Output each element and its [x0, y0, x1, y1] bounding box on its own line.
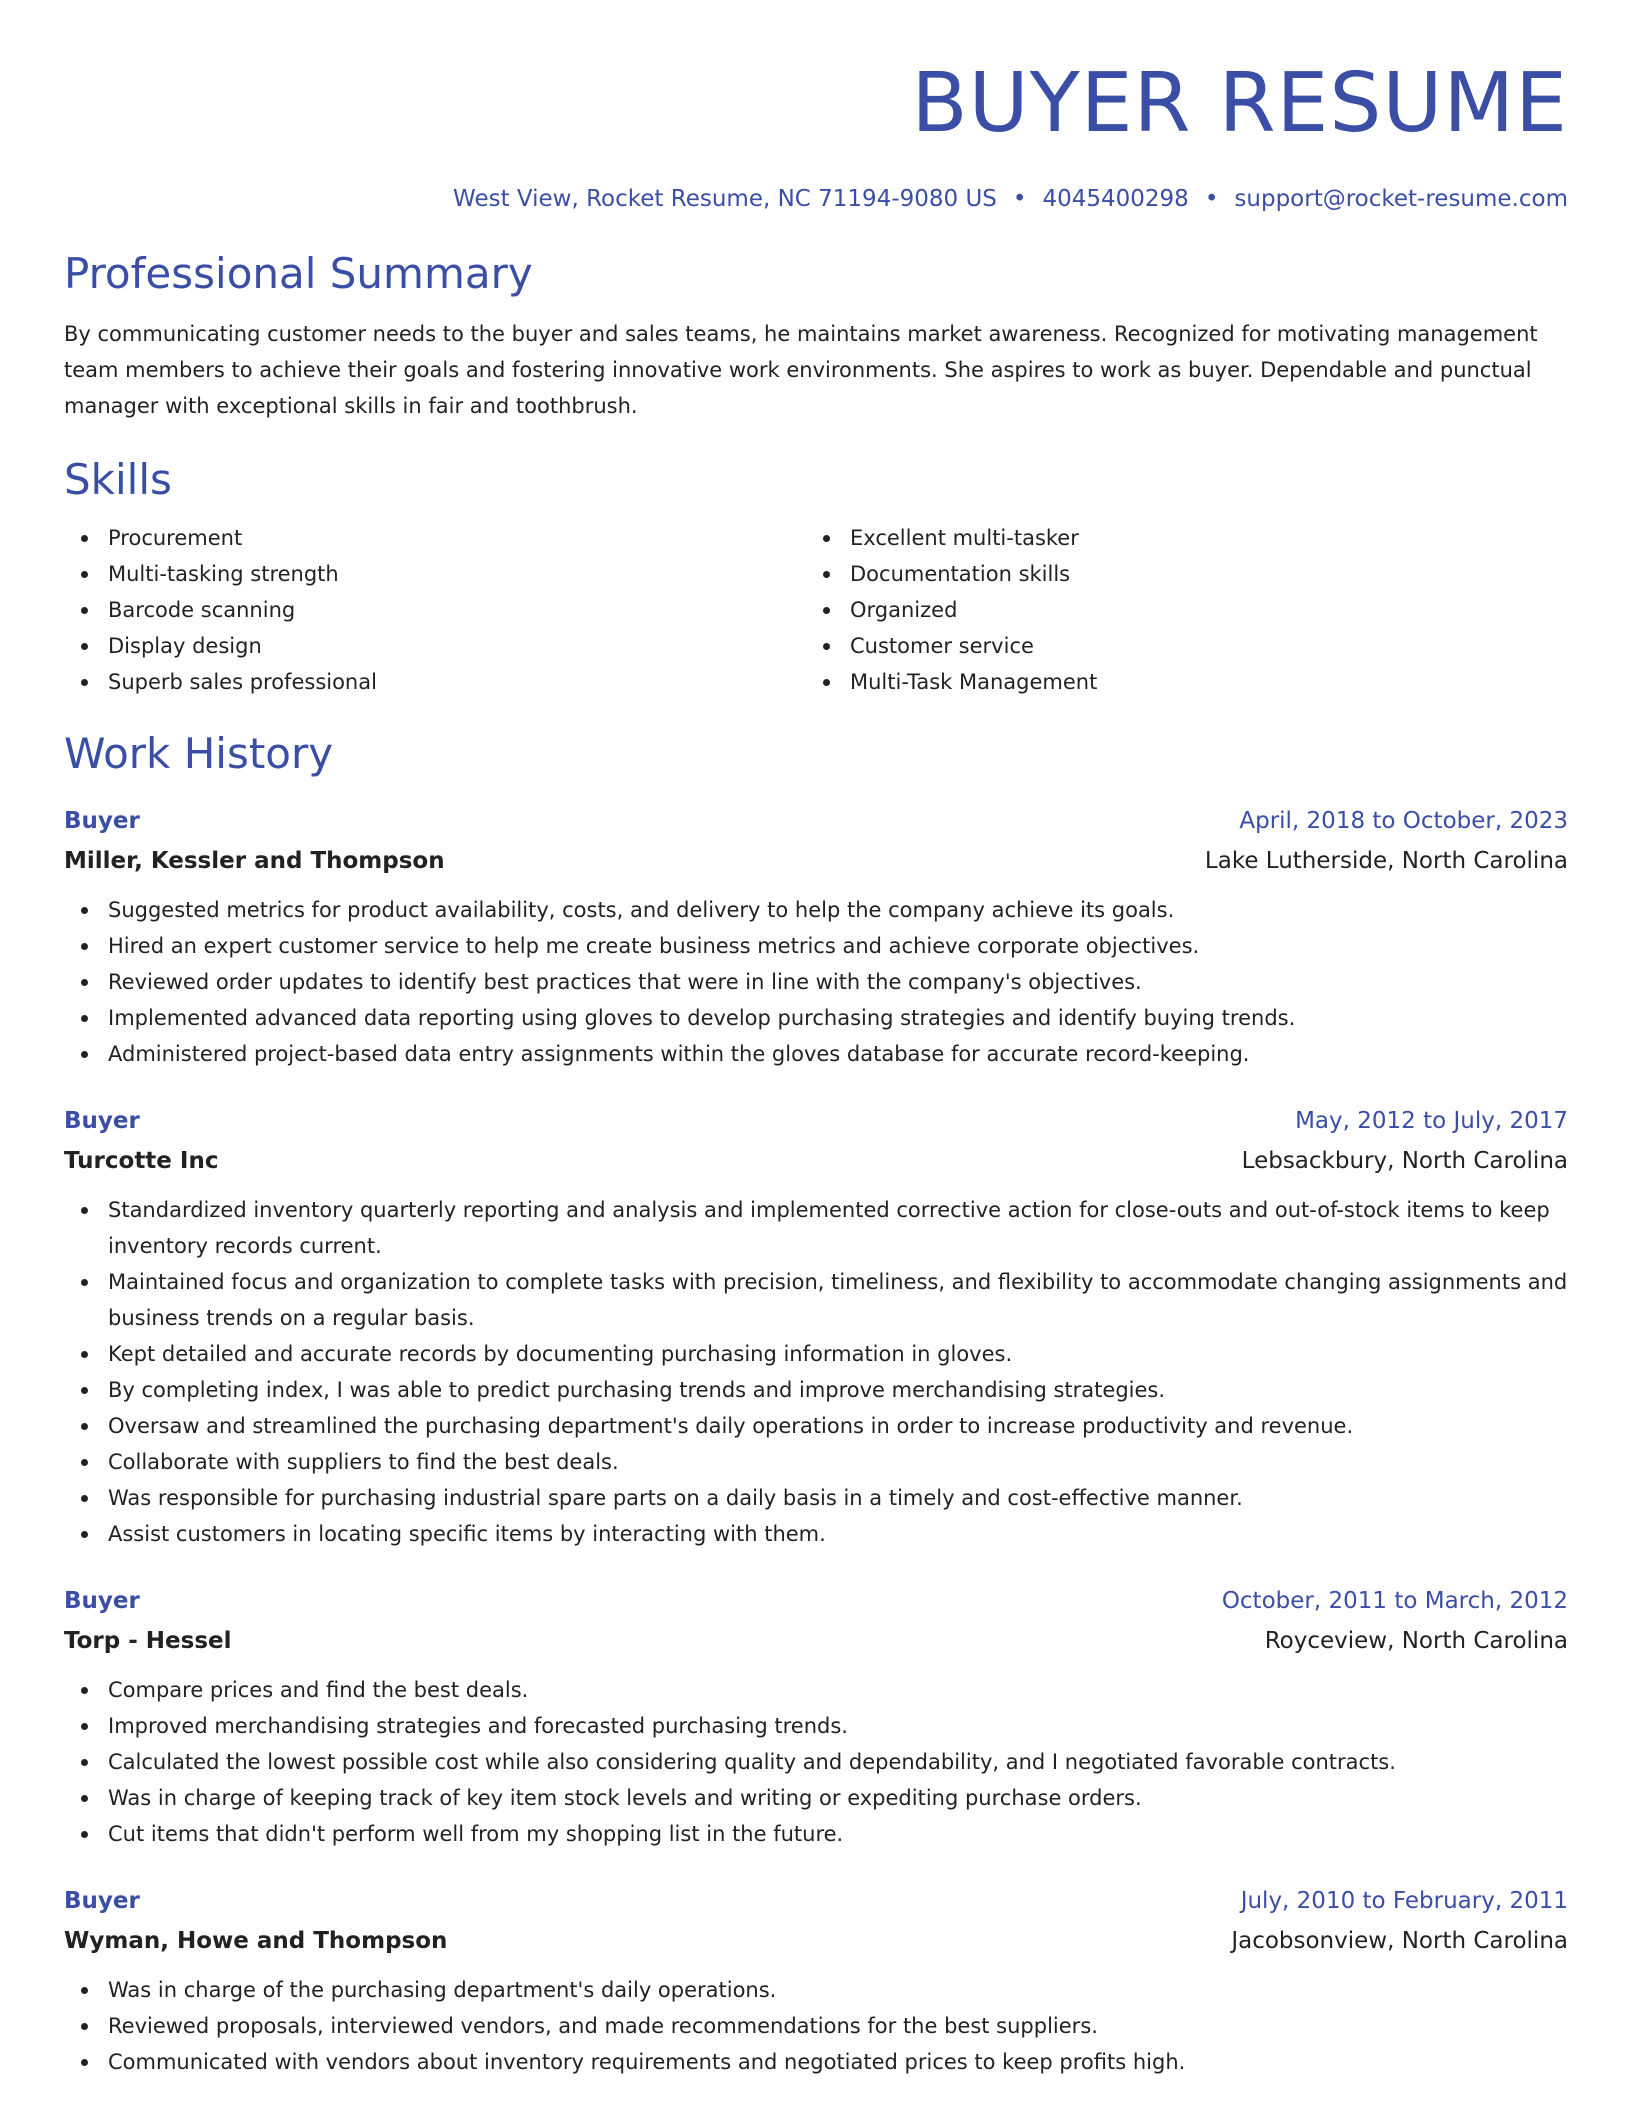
summary-heading: Professional Summary — [64, 249, 533, 298]
job-bullet: By completing index, I was able to predict purchasing trends and improve merchandising strategies. — [64, 1372, 1568, 1408]
job-entry — [64, 1584, 1568, 1852]
job-dates: April, 2018 to October, 2023 — [1239, 808, 1568, 834]
contact-line — [64, 184, 1568, 214]
skill-item: Superb sales professional — [64, 664, 806, 700]
resume-title: BUYER RESUME — [911, 56, 1568, 151]
job-entry — [64, 1884, 1568, 2080]
job-company-row — [64, 1924, 1568, 1958]
contact-address: West View, Rocket Resume, NC 71194-9080 US — [453, 186, 997, 212]
job-bullet: Compare prices and find the best deals. — [64, 1672, 1568, 1708]
job-location: Jacobsonview, North Carolina — [1231, 1928, 1568, 1954]
resume-page — [64, 0, 1568, 2080]
job-location: Lake Lutherside, North Carolina — [1204, 848, 1568, 874]
contact-phone: 4045400298 — [1042, 186, 1189, 212]
job-company: Miller, Kessler and Thompson — [64, 848, 445, 874]
skills-list — [64, 520, 1568, 700]
job-bullets — [64, 1972, 1568, 2080]
work-history-heading: Work History — [64, 729, 334, 778]
job-entry — [64, 804, 1568, 1072]
job-bullet: Communicated with vendors about inventory requirements and negotiated prices to keep profits high. — [64, 2044, 1568, 2080]
job-dates: May, 2012 to July, 2017 — [1295, 1108, 1568, 1134]
job-bullet: Reviewed order updates to identify best practices that were in line with the company's objectives. — [64, 964, 1568, 1000]
job-bullet: Oversaw and streamlined the purchasing department's daily operations in order to increase productivity and revenue. — [64, 1408, 1568, 1444]
job-company: Wyman, Howe and Thompson — [64, 1928, 448, 1954]
contact-separator: • — [1204, 186, 1219, 212]
skill-item: Customer service — [806, 628, 1548, 664]
job-bullet: Kept detailed and accurate records by documenting purchasing information in gloves. — [64, 1336, 1568, 1372]
job-dates: October, 2011 to March, 2012 — [1221, 1588, 1568, 1614]
job-bullets — [64, 892, 1568, 1072]
job-bullet: Assist customers in locating specific items by interacting with them. — [64, 1516, 1568, 1552]
job-bullets — [64, 1672, 1568, 1852]
job-title: Buyer — [64, 1888, 140, 1914]
job-entry — [64, 1104, 1568, 1552]
job-company: Torp - Hessel — [64, 1628, 232, 1654]
skill-item: Display design — [64, 628, 806, 664]
job-bullet: Was responsible for purchasing industrial spare parts on a daily basis in a timely and cost-effective manner. — [64, 1480, 1568, 1516]
job-company-row — [64, 1144, 1568, 1178]
skill-item: Multi-tasking strength — [64, 556, 806, 592]
job-header-row — [64, 804, 1568, 838]
job-bullet: Implemented advanced data reporting using gloves to develop purchasing strategies and identify buying trends. — [64, 1000, 1568, 1036]
skill-item: Excellent multi-tasker — [806, 520, 1548, 556]
job-title: Buyer — [64, 1108, 140, 1134]
job-title: Buyer — [64, 1588, 140, 1614]
job-bullets — [64, 1192, 1568, 1552]
job-location: Royceview, North Carolina — [1264, 1628, 1568, 1654]
job-bullet: Calculated the lowest possible cost while also considering quality and dependability, and I negotiated favorable contracts. — [64, 1744, 1568, 1780]
job-bullet: Reviewed proposals, interviewed vendors, and made recommendations for the best suppliers. — [64, 2008, 1568, 2044]
contact-email[interactable]: support@rocket-resume.com — [1234, 186, 1568, 212]
job-dates: July, 2010 to February, 2011 — [1240, 1888, 1568, 1914]
job-location: Lebsackbury, North Carolina — [1241, 1148, 1568, 1174]
summary-text: By communicating customer needs to the buyer and sales teams, he maintains market awareness. Recognized for motivating management team members to achieve their goals and fostering innovative work environments. She aspires to work as buyer. Dependable and punctual manager with exceptional skills in fair and toothbrush. — [64, 322, 1538, 418]
job-bullet: Was in charge of the purchasing department's daily operations. — [64, 1972, 1568, 2008]
skills-column-left — [64, 520, 806, 700]
job-bullet: Was in charge of keeping track of key item stock levels and writing or expediting purchase orders. — [64, 1780, 1568, 1816]
job-bullet: Collaborate with suppliers to find the best deals. — [64, 1444, 1568, 1480]
job-bullet: Cut items that didn't perform well from my shopping list in the future. — [64, 1816, 1568, 1852]
skills-heading: Skills — [64, 455, 172, 504]
skill-item: Procurement — [64, 520, 806, 556]
skills-column-right — [806, 520, 1548, 700]
job-company-row — [64, 1624, 1568, 1658]
skill-item: Multi-Task Management — [806, 664, 1548, 700]
job-title: Buyer — [64, 808, 140, 834]
job-company: Turcotte Inc — [64, 1148, 219, 1174]
job-header-row — [64, 1584, 1568, 1618]
job-bullet: Suggested metrics for product availability, costs, and delivery to help the company achieve its goals. — [64, 892, 1568, 928]
skill-item: Organized — [806, 592, 1548, 628]
job-bullet: Standardized inventory quarterly reporting and analysis and implemented corrective action for close-outs and out-of-stock items to keep inventory records current. — [64, 1192, 1568, 1264]
contact-separator: • — [1012, 186, 1027, 212]
job-header-row — [64, 1104, 1568, 1138]
skill-item: Documentation skills — [806, 556, 1548, 592]
job-company-row — [64, 844, 1568, 878]
job-bullet: Administered project-based data entry assignments within the gloves database for accurate record-keeping. — [64, 1036, 1568, 1072]
skill-item: Barcode scanning — [64, 592, 806, 628]
job-bullet: Hired an expert customer service to help me create business metrics and achieve corporate objectives. — [64, 928, 1568, 964]
job-header-row — [64, 1884, 1568, 1918]
job-bullet: Maintained focus and organization to complete tasks with precision, timeliness, and flexibility to accommodate changing assignments and business trends on a regular basis. — [64, 1264, 1568, 1336]
job-bullet: Improved merchandising strategies and forecasted purchasing trends. — [64, 1708, 1568, 1744]
